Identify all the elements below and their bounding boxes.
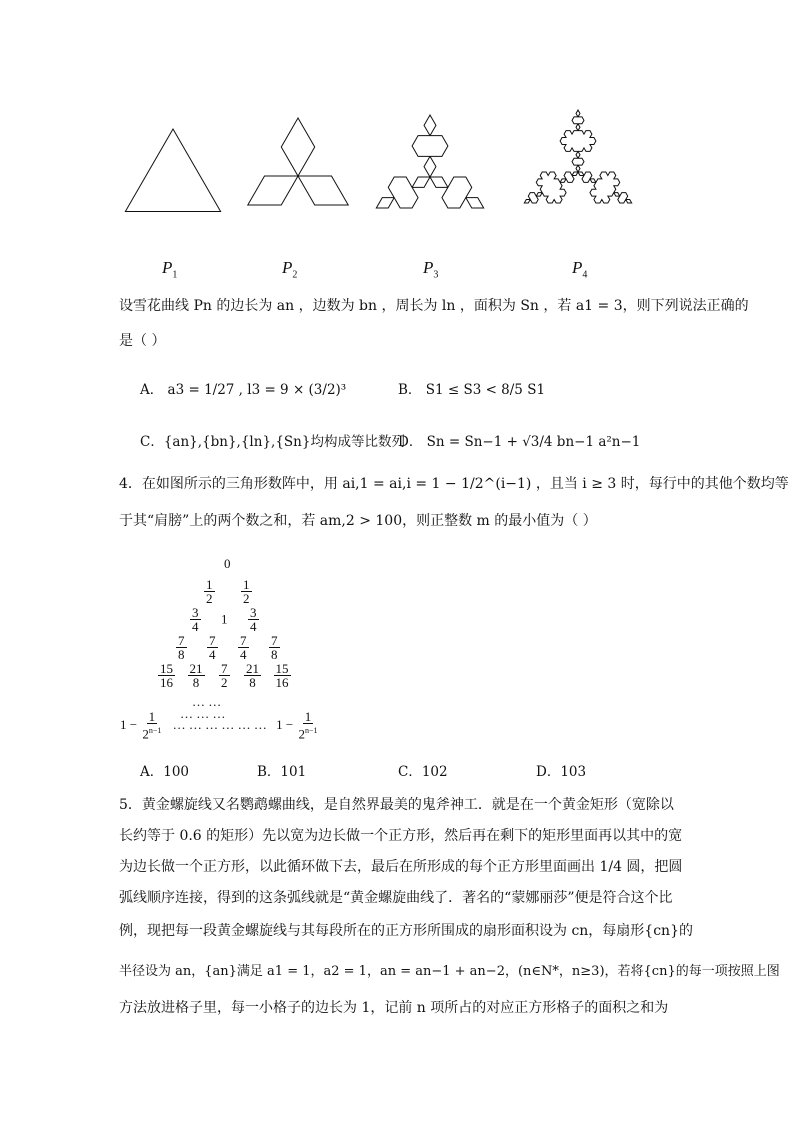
tri-cell: $\frac{3}{4}$: [250, 605, 257, 634]
triangle-last-dots: … … … … … …: [172, 717, 267, 733]
label-p4: $P_4$: [572, 258, 588, 281]
q3-option-a: A． a3 = 1/27 , l3 = 9 × (3/2)³: [140, 382, 347, 398]
q5-line-6: 半径设为 an，{an}满足 a1 = 1，a2 = 1，an = an−1 + an−2，(n∈N*，n≥3)，若将{cn}的每一项按照上图: [119, 964, 780, 979]
q4-line2: 于其“肩膀”上的两个数之和，若 am,2 > 100，则正整数 m 的最小值为（ ）: [119, 513, 597, 529]
tri-cell: $\frac{21}{8}$: [189, 661, 203, 690]
tri-cell: $\frac{21}{8}$: [246, 661, 259, 690]
q4-option-d: D．103: [536, 764, 587, 780]
q5-line-2: 长约等于 0.6 的矩形）先以宽为边长做一个正方形，然后再在剩下的矩形里面再以其中的宽: [119, 828, 683, 844]
q4-option-b: B．101: [257, 764, 307, 780]
snowflake-p4: [524, 110, 631, 203]
q4-line1: 4．在如图所示的三角形数阵中，用 ai,1 = ai,i = 1 − 1/2^(i−1) ，且当 i ≥ 3 时，每行中的其他个数均等: [119, 476, 789, 492]
q5-line-3: 为边长做一个正方形，以此循环做下去，最后在所形成的每个正方形里面画出 1/4 圆，把圆: [119, 859, 683, 875]
snowflake-p2: [248, 118, 348, 205]
tri-cell: $\frac{15}{16}$: [160, 661, 173, 690]
tri-cell: $\frac{15}{16}$: [275, 661, 289, 690]
q5-line-7: 方法放进格子里，每一小格子的边长为 1，记前 n 项所占的对应正方形格子的面积之和为: [119, 1000, 669, 1016]
tri-cell: $\frac{7}{4}$: [240, 633, 247, 662]
tri-cell: $\frac{3}{4}$: [192, 605, 199, 634]
tri-cell: $\frac{1}{2}$: [243, 577, 250, 606]
snowflake-figures: [0, 80, 794, 290]
label-p1: $P_1$: [162, 258, 178, 281]
tri-cell: $\frac{1}{2}$: [206, 577, 213, 606]
triangle-row-2: [204, 578, 252, 605]
label-p2: $P_2$: [282, 258, 298, 281]
triangle-dots-a: … …: [192, 694, 222, 709]
tri-cell: $\frac{7}{2}$: [221, 661, 228, 690]
tri-cell: $\frac{7}{8}$: [178, 633, 185, 662]
q3-line2: 是（ ）: [119, 333, 166, 349]
label-p3: $P_3$: [423, 258, 439, 281]
q3-option-c: C．{an},{bn},{ln},{Sn}均构成等比数列: [140, 434, 405, 450]
q3-option-b: B． S1 ≤ S3 < 8/5 S1: [398, 382, 546, 398]
q5-line-5: 例，现把每一段黄金螺旋线与其每段所在的正方形所围成的扇形面积设为 cn，每扇形{cn}的: [119, 923, 693, 939]
q4-option-c: C．102: [398, 764, 448, 780]
triangle-row-4: [176, 634, 280, 661]
q3-option-d: D． Sn = Sn−1 + √3/4 bn−1 a²n−1: [398, 434, 641, 450]
q5-line-4: 弧线顺序连接，得到的这条弧线就是“黄金螺旋曲线了．著名的“蒙娜丽莎”便是符合这个比: [119, 890, 673, 906]
snowflake-p1: [125, 129, 220, 212]
triangle-row-3: [190, 606, 259, 633]
triangle-dots-b: … … …: [180, 706, 226, 721]
snowflake-p3: [376, 115, 483, 208]
tri-cell: $\frac{7}{4}$: [209, 633, 216, 662]
triangle-last-row: 1 − $\frac{1}{2^{n-1}}$ … … … … … … 1 − $\frac{1}{2^{n-1}}$: [120, 709, 318, 742]
triangle-row-1: 0: [224, 556, 231, 571]
q3-line1: 设雪花曲线 Pn 的边长为 an ，边数为 bn ，周长为 ln ，面积为 Sn ，若 a1 = 3，则下列说法正确的: [119, 298, 749, 314]
triangle-row-5: [158, 662, 291, 689]
tri-cell: 1: [221, 611, 228, 627]
q4-option-a: A．100: [140, 764, 190, 780]
q5-line-1: 5．黄金螺旋线又名鹦鹉螺曲线，是自然界最美的鬼斧神工．就是在一个黄金矩形（宽除以: [119, 797, 674, 813]
tri-cell: $\frac{7}{8}$: [271, 633, 278, 662]
